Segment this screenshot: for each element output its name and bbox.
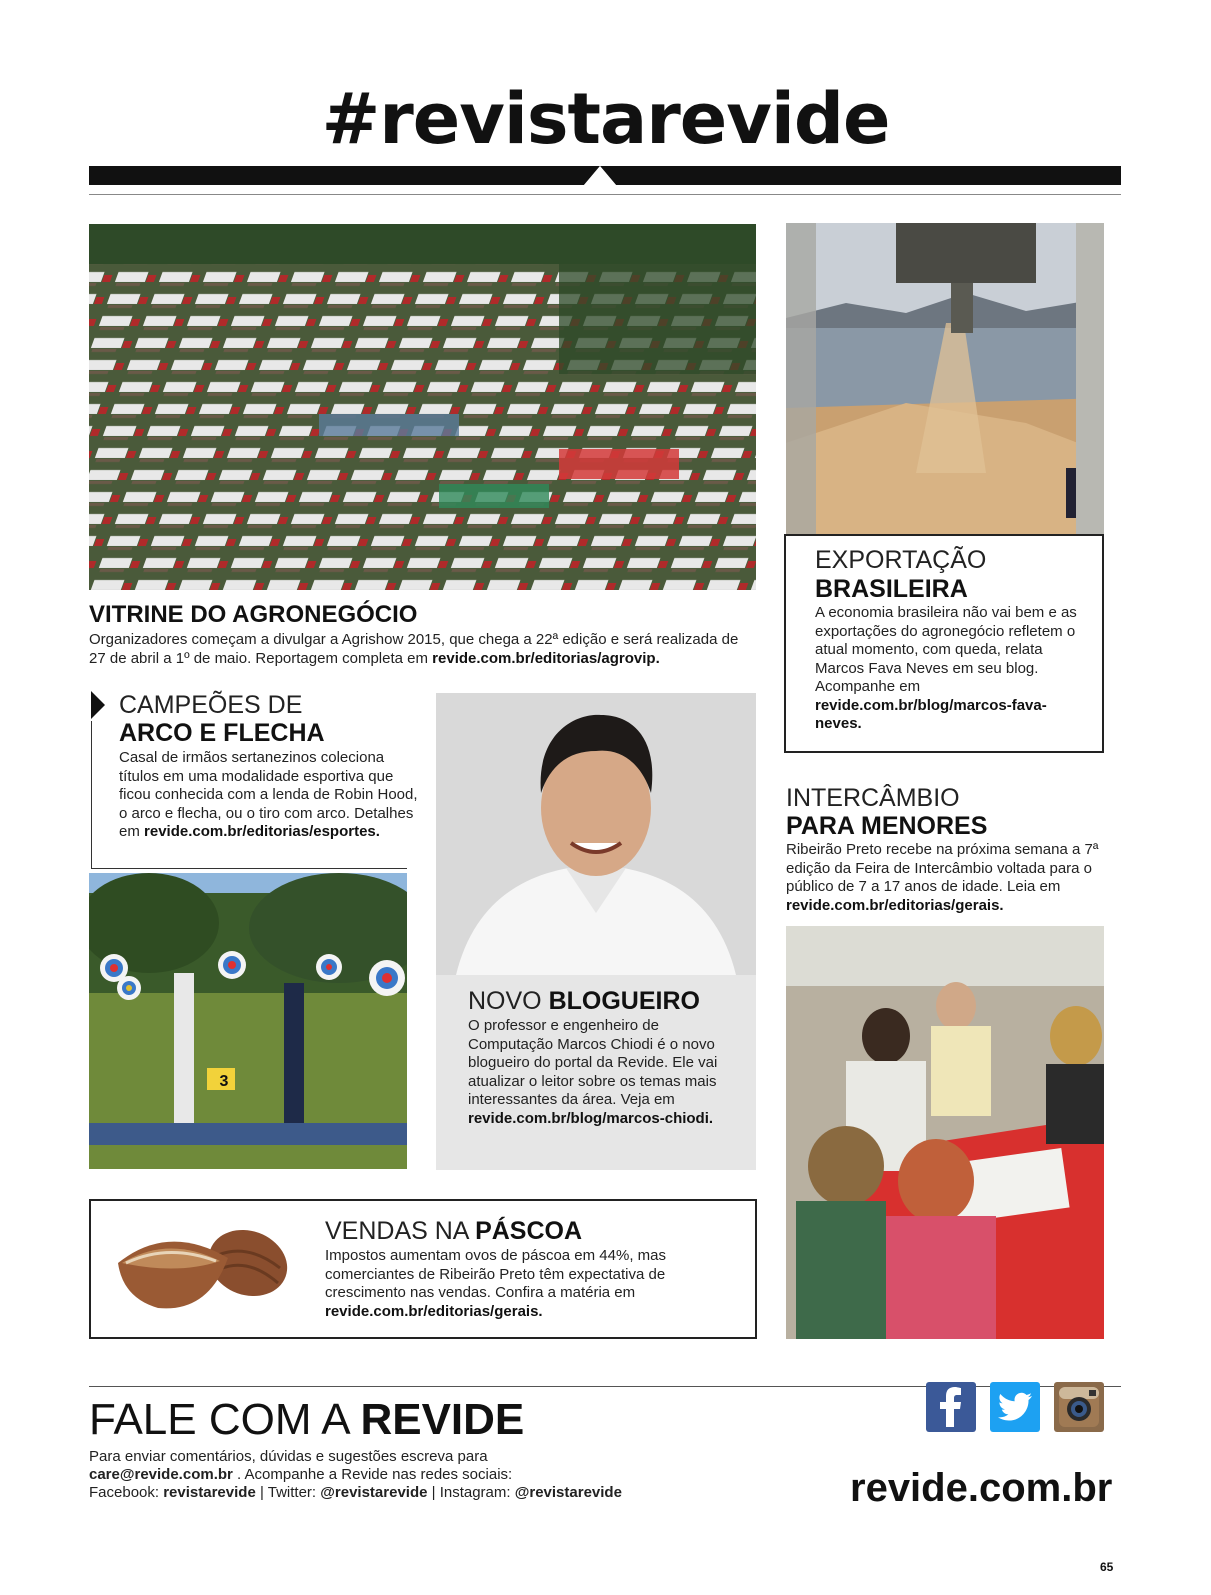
exchange-title: PARA MENORES [786, 812, 988, 840]
archery-photo[interactable] [89, 873, 407, 1169]
twitter-label: | Twitter: [255, 1484, 321, 1501]
exchange-link[interactable]: revide.com.br/editorias/gerais. [786, 896, 1004, 914]
footer-line-1: Para enviar comentários, dúvidas e sugestões escreva para [89, 1448, 488, 1465]
archery-link[interactable]: revide.com.br/editorias/esportes. [144, 823, 380, 840]
facebook-icon[interactable] [926, 1382, 976, 1432]
easter-body: Impostos aumentam ovos de páscoa em 44%, mas comerciantes de Ribeirão Preto têm expectativa de crescimento nas vendas. Confira a matéria em [325, 1247, 667, 1301]
footer-contact-text [89, 1448, 622, 1502]
header-bar-notch [584, 166, 616, 185]
easter-kicker: VENDAS NA [325, 1217, 469, 1245]
page-number: 65 [1100, 1560, 1114, 1574]
header-bar-left [89, 166, 584, 185]
export-body: A economia brasileira não vai bem e as exportações do agronegócio refletem o atual momento, com queda, relata Marcos Fava Neves em seu blog. Acompanhe em [815, 604, 1077, 695]
blogger-heading [468, 988, 700, 1014]
footer-heading-light: FALE COM A [89, 1395, 349, 1444]
blogger-portrait-photo[interactable] [436, 693, 756, 975]
exchange-fair-photo[interactable] [786, 926, 1104, 1339]
footer-heading [89, 1395, 525, 1444]
archery-title: ARCO E FLECHA [119, 719, 325, 747]
twitter-icon[interactable] [990, 1382, 1040, 1432]
twitter-handle-link[interactable]: @revistarevide [320, 1484, 428, 1501]
agro-body: Organizadores começam a divulgar a Agrishow 2015, que chega a 22ª edição e será realizada de 27 de abril a 1º de maio. Reportagem completa em [89, 631, 739, 667]
export-title: BRASILEIRA [815, 575, 968, 603]
export-kicker: EXPORTAÇÃO [815, 546, 987, 574]
lane-number-sign: 3 [219, 1073, 229, 1090]
archery-body: Casal de irmãos sertanezinos coleciona títulos em uma modalidade esportiva que ficou conhecida com a lenda de Robin Hood, o arco e flecha, ou o tiro com arco. Detalhes em [119, 749, 418, 840]
chocolate-egg-image[interactable] [108, 1213, 298, 1323]
header-bar-right [616, 166, 1121, 185]
easter-text [325, 1247, 735, 1321]
masthead-title: #revistarevide [321, 78, 890, 160]
blogger-title: BLOGUEIRO [548, 987, 700, 1015]
agro-link[interactable]: revide.com.br/editorias/agrovip. [432, 649, 660, 667]
exchange-kicker: INTERCÂMBIO [786, 784, 960, 812]
export-link[interactable]: revide.com.br/blog/marcos-fava-neves. [815, 696, 1047, 732]
facebook-label: Facebook: [89, 1484, 164, 1501]
footer-line-3 [89, 1484, 622, 1502]
exchange-text [786, 841, 1106, 915]
archery-side-rule [91, 721, 92, 869]
footer-heading-bold: REVIDE [360, 1395, 525, 1444]
archery-bottom-rule [91, 868, 407, 869]
easter-link[interactable]: revide.com.br/editorias/gerais. [325, 1302, 543, 1320]
easter-title: PÁSCOA [475, 1217, 583, 1245]
easter-heading [325, 1218, 582, 1244]
agro-text [89, 631, 757, 668]
blogger-text [468, 1017, 730, 1128]
arrow-marker-icon [91, 691, 105, 719]
blogger-body: O professor e engenheiro de Computação Marcos Chiodi é o novo blogueiro do portal da Revide. Ele vai atualizar o leitor sobre os temas mais interessantes da área. Veja em [468, 1017, 718, 1108]
footer-line-2-text: . Acompanhe a Revide nas redes sociais: [232, 1466, 513, 1483]
footer-email-link[interactable]: care@revide.com.br [89, 1466, 233, 1483]
agro-title: VITRINE DO AGRONEGÓCIO [89, 601, 418, 628]
footer-site-url[interactable]: revide.com.br [850, 1466, 1113, 1510]
footer-line-2 [89, 1466, 622, 1484]
export-text [815, 604, 1083, 734]
facebook-handle-link[interactable]: revistarevide [163, 1484, 256, 1501]
archery-text [119, 749, 419, 842]
instagram-handle-link[interactable]: @revistarevide [514, 1484, 622, 1501]
exchange-body: Ribeirão Preto recebe na próxima semana a 7ª edição da Feira de Intercâmbio voltada para o público de 7 a 17 anos de idade. Leia em [786, 841, 1099, 895]
agrishow-aerial-photo[interactable] [89, 224, 756, 590]
export-grain-photo[interactable] [786, 223, 1104, 535]
archery-kicker: CAMPEÕES DE [119, 691, 303, 719]
blogger-kicker: NOVO [468, 987, 542, 1015]
instagram-label: | Instagram: [427, 1484, 515, 1501]
header-rule [89, 194, 1121, 195]
blogger-link[interactable]: revide.com.br/blog/marcos-chiodi. [468, 1109, 714, 1127]
instagram-icon[interactable] [1054, 1382, 1104, 1432]
